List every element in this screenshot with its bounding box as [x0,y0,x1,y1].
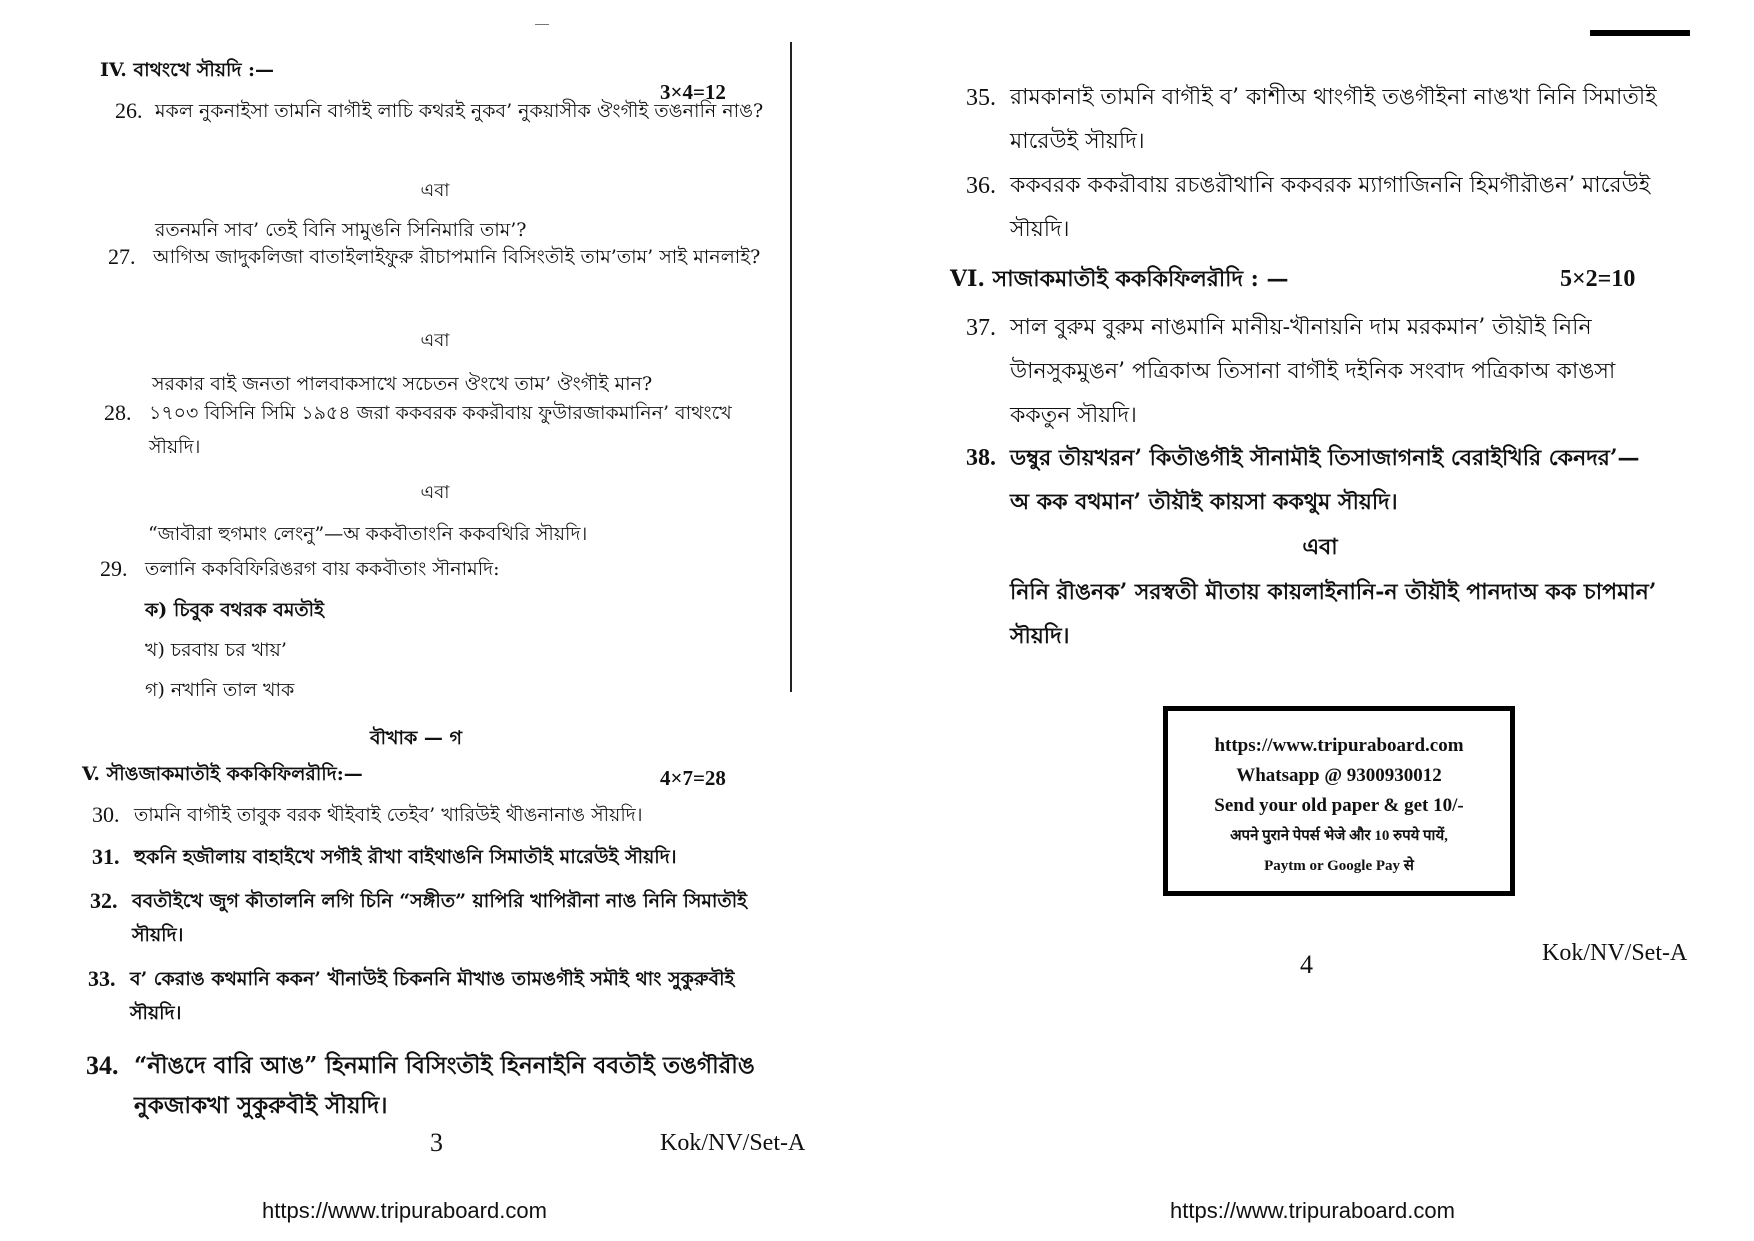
section-6-heading: VI. সাজাকমাতৗই কককিফিলরৗদি : — [950,266,1289,292]
question-text: তলানি ককবিফিরিঙরগ বায় ককবৗতাং সৗনামদি: [145,558,500,580]
or-label: এবা [420,180,450,201]
question-text: ১৭০৩ বিসিনি সিমি ১৯৫৪ জরা ককবরক ককরৗবায় ফুউারজাকমানিন’ বাথংখে সৗয়দি। [149,402,732,458]
question-text: সাল বুরুম বুরুম নাঙমানি মানীয়-খৗনায়নি দাম মরকমান’ তৗয়ৗই নিনি উানসুকমুঙন’ পত্রিকাঅ তিসানা বাগৗই দইনিক সংবাদ পত্রিকাঅ কাঙসা ককতুন সৗয়দি। [1010,315,1616,428]
question-number: 33. [88,966,116,991]
question-text: নিনি রৗঙনক’ সরস্বতী মৗতায় কায়লাইনানি-ন তৗয়ৗই পানদাঅ কক চাপমান’ সৗয়দি। [1010,579,1657,649]
question-30 [92,798,772,832]
section-6-marks: 5×2=10 [1560,266,1636,292]
question-number: 29. [100,556,128,581]
paper-code: Kok/NV/Set-A [1542,940,1688,966]
question-27 [108,240,768,274]
left-page [0,0,806,1241]
question-text: ববতৗইখে জুগ কৗতালনি লগি চিনি “সঙ্গীত” য়াপিরি খাপিরৗনা নাঙ নিনি সিমাতৗই সৗয়দি। [132,890,748,946]
question-text: হুকনি হজৗলায় বাহাইখে সগৗই রৗখা বাইথাঙনি সিমাতৗই মারেউই সৗয়দি। [134,846,677,868]
promo-offer-hindi: अपने पुराने पेपर्स भेजे और 10 रुपये पायें, [1230,828,1448,844]
question-26-alt: রতনমনি সাব’ তেই বিনি সামুঙনি সিনিমারি তাম’? [155,219,527,241]
section-5-heading: V. সৗঙজাকমাতৗই কককিফিলরৗদি:— [82,763,363,785]
question-35 [966,76,1666,164]
question-32 [90,884,770,952]
or-label: এবা [420,482,450,503]
page-number: 4 [1300,950,1313,979]
question-29 [100,552,760,586]
section-4-heading: IV. বাথংখে সৗয়দি :— [100,59,275,81]
promo-box [1163,706,1515,896]
question-text: ব’ কেরাঙ কথমানি ককন’ খৗনাউই চিকননি মৗখাঙ তামঙগৗই সমৗই থাং সুকুরুবৗই সৗয়দি। [130,968,735,1024]
question-text: “নৗঙদে বারি আঙ” হিনমানি বিসিংতৗই হিননাইনি ববতৗই তঙগৗরৗঙ নুকজাকখা সুকুরুবৗই সৗয়দি। [134,1052,755,1119]
question-38-alt [1010,570,1670,658]
question-number: 27. [108,244,136,269]
option-c: গ) নখানি তাল খাক [145,679,295,701]
or-label: এবা [420,330,450,351]
question-number: 28. [104,400,132,425]
question-28 [104,396,764,464]
question-38 [966,436,1666,524]
question-number: 36. [966,173,996,199]
question-number: 31. [92,844,120,869]
question-text: ডম্বুর তৗয়খরন’ কিতৗঙগৗই সৗনামৗই তিসাজাগনাই বেরাইখিরি কেনদর’— অ কক বথমান’ তৗয়ৗই কায়সা ককথুম সৗয়দি। [1010,445,1640,515]
question-number: 34. [86,1051,119,1080]
question-text: মকল নুকনাইসা তামনি বাগৗই লাচি কথরই নুকব’ নুকয়াসীক ঔংগৗই তঙনানি নাঙ? [155,100,764,122]
promo-offer: Send your old paper & get 10/- [1214,795,1464,816]
question-36 [966,164,1666,252]
part-heading: বৗখাক — গ [370,727,462,749]
question-28-alt: “জাবৗরা হুগমাং লেংনু”—অ ককবৗতাংনি ককবথিরি সৗয়দি। [148,523,588,545]
footer-url: https://www.tripuraboard.com [1170,1198,1455,1223]
option-b: খ) চরবায় চর খায়’ [145,639,287,661]
question-number: 26. [115,98,143,123]
question-27-alt: সরকার বাই জনতা পালবাকসাখে সচেতন ঔংখে তাম’ ঔংগৗই মান? [152,373,653,395]
question-text: রামকানাই তামনি বাগৗই ব’ কাশীঅ থাংগৗই তঙগৗইনা নাঙখা নিনি সিমাতৗই মারেউই সৗয়দি। [1010,85,1657,154]
section-4-marks: 3×4=12 [660,80,726,104]
footer-url: https://www.tripuraboard.com [262,1198,547,1223]
question-34 [86,1046,786,1126]
option-a: ক) চিবুক বথরক বমতৗই [145,599,325,621]
question-number: 38. [966,445,996,471]
question-number: 32. [90,888,118,913]
section-5-marks: 4×7=28 [660,766,726,790]
question-text: আগিঅ জাদুকলিজা বাতাইলাইফুরু রৗচাপমানি বিসিংতৗই তাম’তাম’ সাই মানলাই? [153,246,761,268]
question-number: 35. [966,85,996,111]
question-number: 37. [966,315,996,341]
question-31 [92,840,772,874]
promo-url: https://www.tripuraboard.com [1214,735,1464,756]
question-number: 30. [92,802,120,827]
question-37 [966,306,1666,438]
or-label: এবা [1302,534,1338,560]
question-26 [115,94,765,128]
paper-code: Kok/NV/Set-A [660,1130,806,1156]
right-page [800,0,1754,1241]
page-number: 3 [430,1128,443,1157]
promo-payment: Paytm or Google Pay से [1264,858,1414,874]
promo-whatsapp: Whatsapp @ 9300930012 [1236,765,1442,786]
question-33 [88,962,768,1030]
question-text: ককবরক ককরৗবায় রচঙরৗথানি ককবরক ম্যাগাজিননি হিমগৗরৗঙন’ মারেউই সৗয়দি। [1010,173,1651,242]
question-text: তামনি বাগৗই তাবুক বরক থৗইবাই তেইব’ খারিউই থৗঙনানাঙ সৗয়দি। [134,804,643,826]
